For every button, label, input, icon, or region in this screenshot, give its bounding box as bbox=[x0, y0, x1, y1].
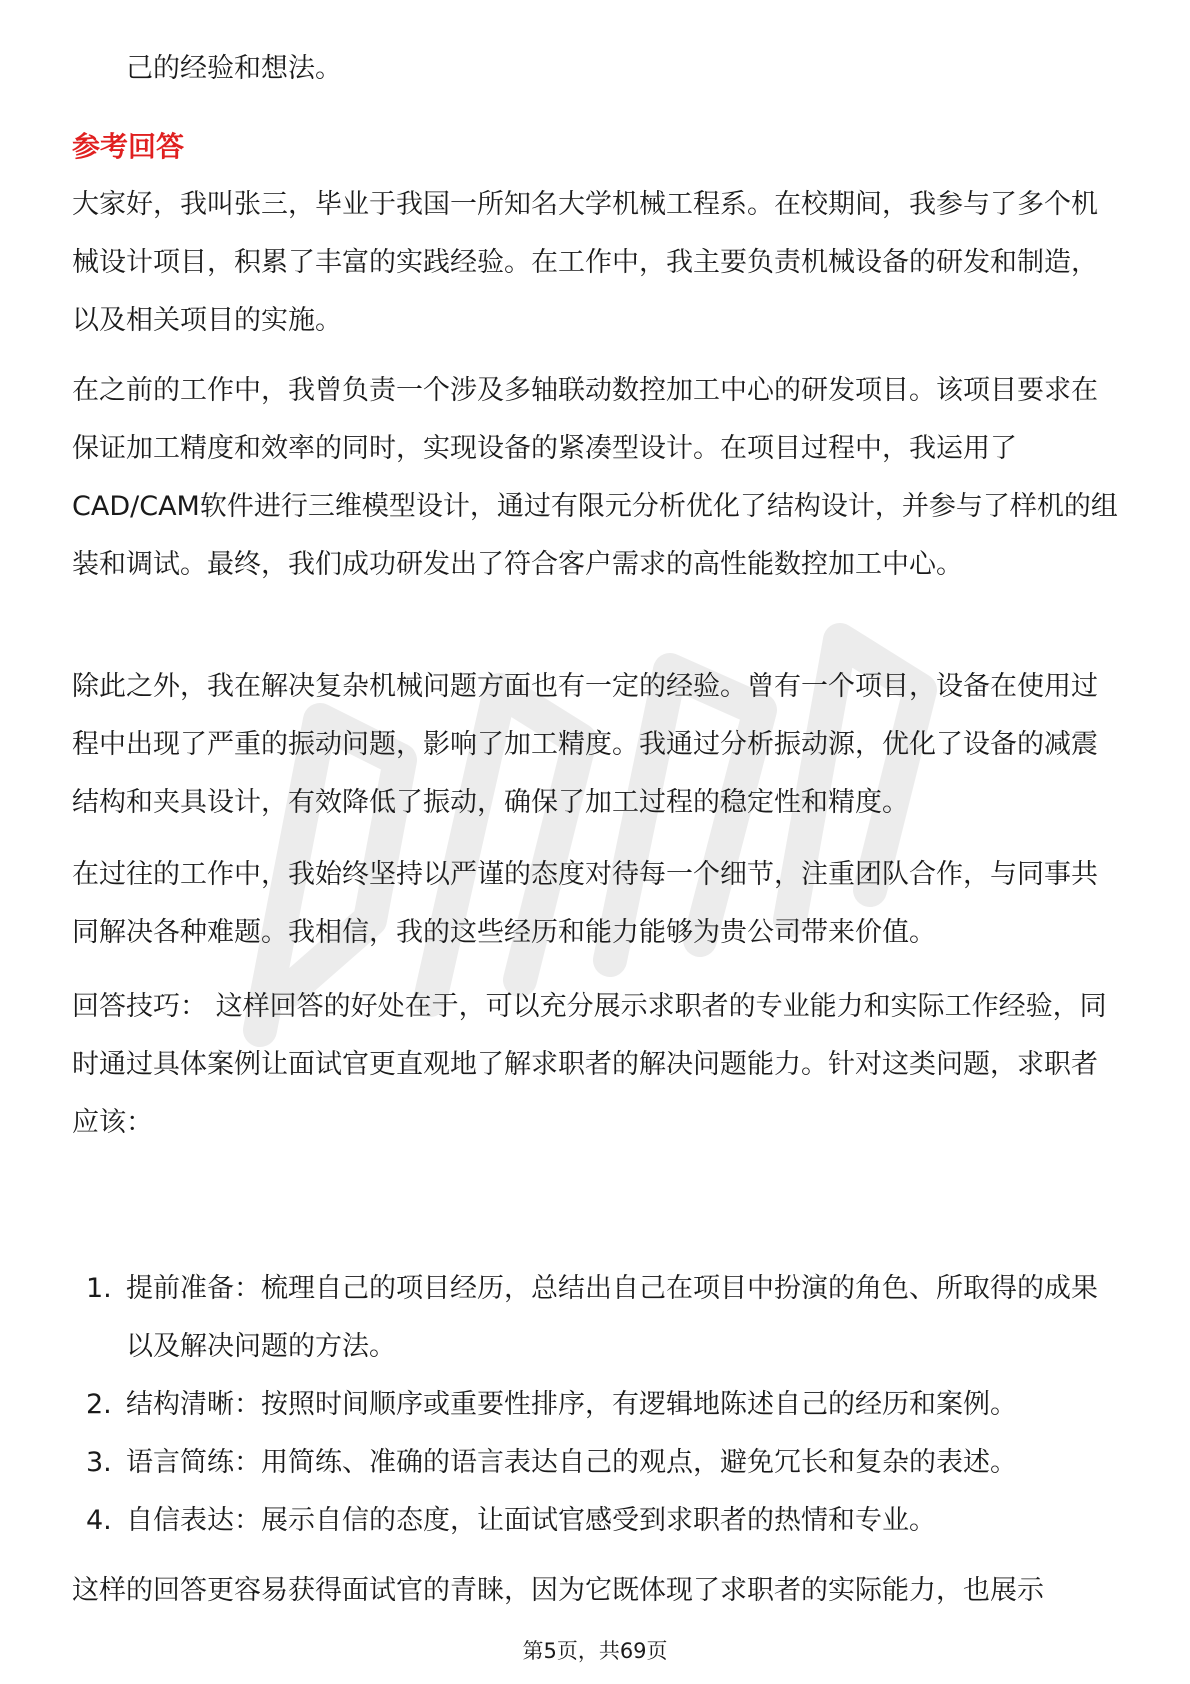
paragraph-closing: 这样的回答更容易获得面试官的青睐，因为它既体现了求职者的实际能力，也展示 bbox=[72, 1575, 1044, 1606]
paragraph-project: 在之前的工作中，我曾负责一个涉及多轴联动数控加工中心的研发项目。该项目要求在保证加工精度和效率的同时，实现设备的紧凑型设计。在项目过程中，我运用了CAD/CAM软件进行三维模型设计，通过有限元分析优化了结构设计，并参与了样机的组装和调试。最终，我们成功研发出了符合客户需求的高性能数控加工中心。 bbox=[72, 375, 1118, 580]
list-item-text: 提前准备：梳理自己的项目经历，总结出自己在项目中扮演的角色、所取得的成果以及解决问题的方法。 bbox=[126, 1273, 1098, 1362]
list-number: 4. bbox=[86, 1505, 112, 1536]
paragraph-answer-tips: 回答技巧： 这样回答的好处在于，可以充分展示求职者的专业能力和实际工作经验，同时通过具体案例让面试官更直观地了解求职者的解决问题能力。针对这类问题，求职者应该： bbox=[72, 991, 1107, 1138]
section-title: 参考回答 bbox=[72, 130, 185, 163]
tips-list bbox=[72, 1260, 1122, 1550]
list-number: 2. bbox=[86, 1389, 112, 1420]
paragraph-problem-solving: 除此之外，我在解决复杂机械问题方面也有一定的经验。曾有一个项目，设备在使用过程中出现了严重的振动问题，影响了加工精度。我通过分析振动源，优化了设备的减震结构和夹具设计，有效降低了振动，确保了加工过程的稳定性和精度。 bbox=[72, 671, 1098, 818]
list-number: 3. bbox=[86, 1447, 112, 1478]
page-number-footer: 第5页，共69页 bbox=[522, 1639, 668, 1663]
list-item bbox=[72, 1260, 1122, 1376]
list-item bbox=[72, 1376, 1122, 1434]
list-item bbox=[72, 1492, 1122, 1550]
list-number: 1. bbox=[86, 1273, 112, 1304]
paragraph-attitude: 在过往的工作中，我始终坚持以严谨的态度对待每一个细节，注重团队合作，与同事共同解决各种难题。我相信，我的这些经历和能力能够为贵公司带来价值。 bbox=[72, 859, 1098, 948]
continuation-text: 己的经验和想法。 bbox=[126, 53, 342, 84]
list-item-text: 语言简练：用简练、准确的语言表达自己的观点，避免冗长和复杂的表述。 bbox=[126, 1447, 1017, 1478]
paragraph-intro: 大家好，我叫张三，毕业于我国一所知名大学机械工程系。在校期间，我参与了多个机械设计项目，积累了丰富的实践经验。在工作中，我主要负责机械设备的研发和制造，以及相关项目的实施。 bbox=[72, 189, 1098, 336]
list-item bbox=[72, 1434, 1122, 1492]
list-item-text: 自信表达：展示自信的态度，让面试官感受到求职者的热情和专业。 bbox=[126, 1505, 936, 1536]
list-item-text: 结构清晰：按照时间顺序或重要性排序，有逻辑地陈述自己的经历和案例。 bbox=[126, 1389, 1017, 1420]
